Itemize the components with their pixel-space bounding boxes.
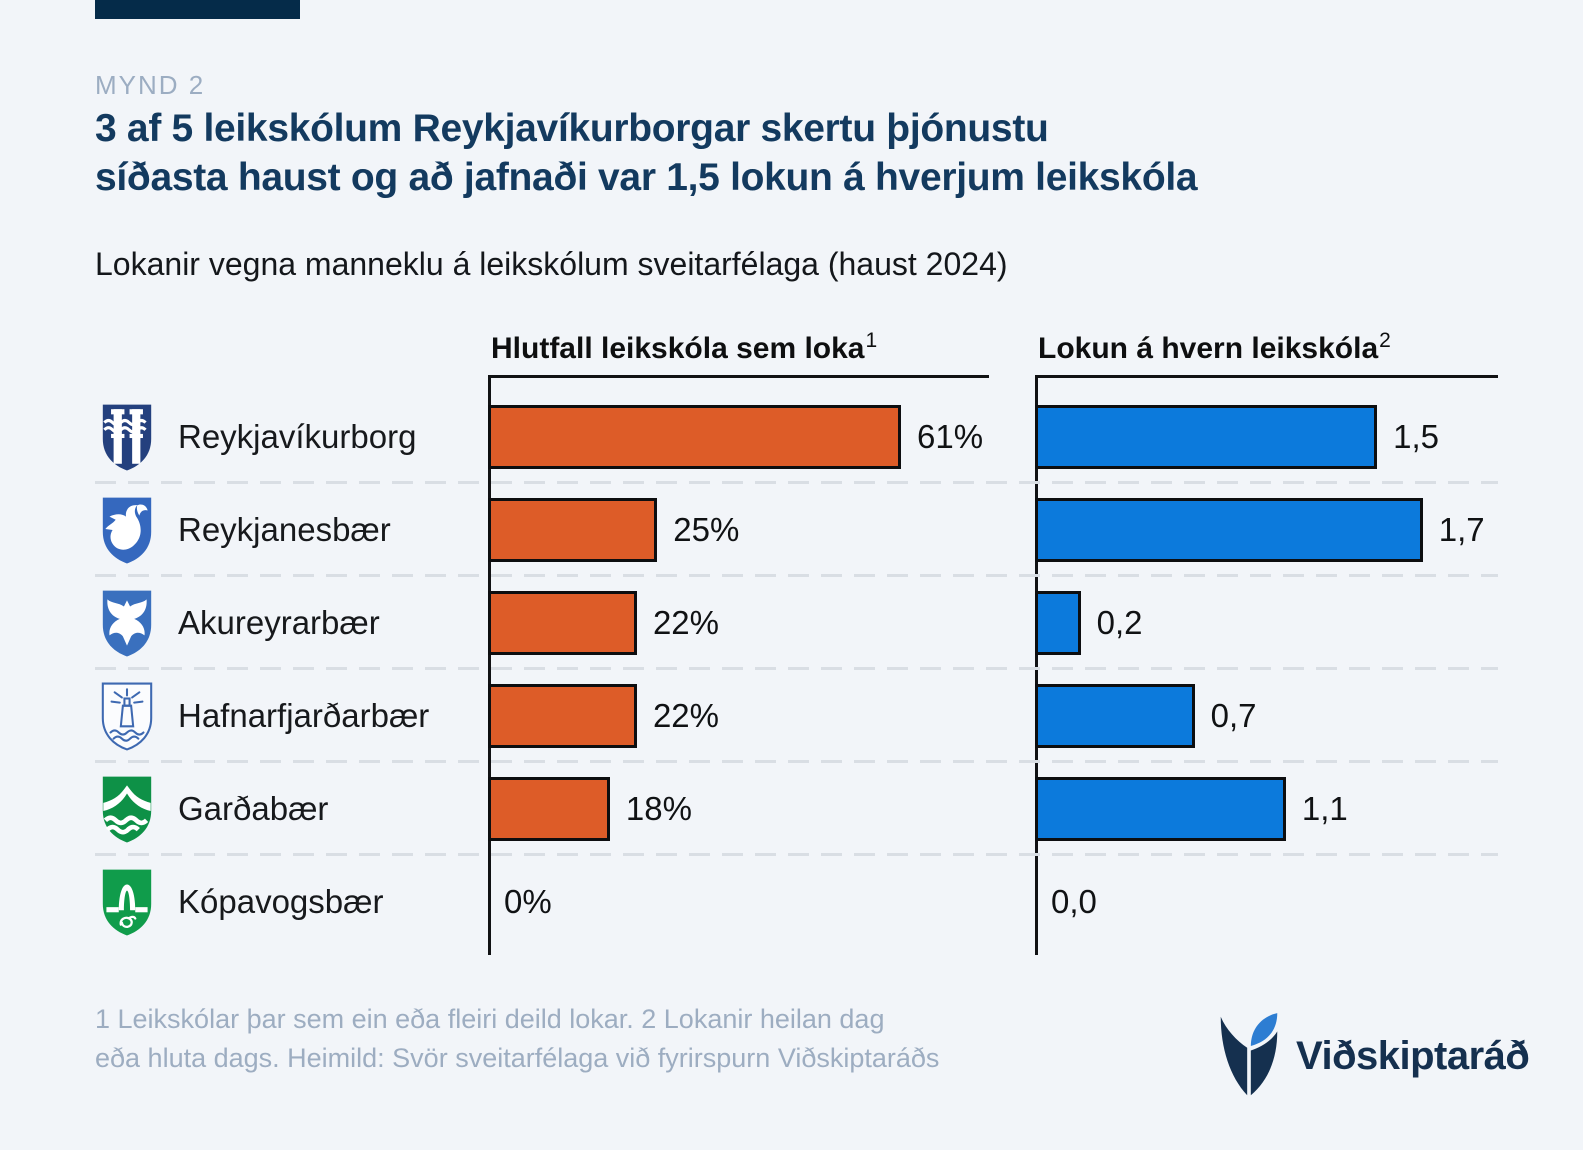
- title-line-2: síðasta haust og að jafnaði var 1,5 lokun á hverjum leikskóla: [95, 156, 1198, 199]
- bar-right: [1035, 684, 1195, 748]
- value-label-right: 1,1: [1301, 789, 1348, 827]
- bar-right: [1035, 591, 1081, 655]
- right-track: [1035, 390, 1498, 483]
- bar-left: [488, 684, 637, 748]
- column-header-left: [488, 329, 989, 378]
- chart-row: [95, 576, 1498, 669]
- category-cell: [95, 867, 488, 937]
- value-label-left: 61%: [916, 417, 984, 455]
- figure-kicker: MYND 2: [95, 70, 206, 100]
- bar-chart: [95, 328, 1500, 953]
- category-cell: [95, 402, 488, 472]
- left-track: [488, 576, 989, 669]
- column-header-left-label: Hlutfall leikskóla sem loka: [491, 332, 865, 365]
- vidskiptarad-logo-text: Viðskiptaráð: [1296, 1033, 1530, 1078]
- value-label-right: 0,0: [1051, 882, 1097, 920]
- column-headers: [95, 328, 1500, 378]
- category-cell: [95, 774, 488, 844]
- footnote: [95, 1000, 939, 1078]
- figure-title: [95, 104, 1197, 202]
- value-label-left: 25%: [673, 510, 740, 548]
- footnote-ref-1: 1: [865, 329, 878, 352]
- kopavogsbaer-coat-of-arms-icon: [100, 867, 154, 937]
- footnote-line-2: eða hluta dags. Heimild: Svör sveitarfélaga við fyrirspurn Viðskiptaráðs: [95, 1043, 940, 1073]
- column-header-spacer: [95, 328, 488, 378]
- value-label-left: 0%: [504, 882, 552, 920]
- bar-left: [488, 591, 637, 655]
- figure-subtitle: Lokanir vegna manneklu á leikskólum sveitarfélaga (haust 2024): [95, 246, 1008, 282]
- municipality-label: Akureyrarbær: [178, 603, 380, 641]
- right-track: [1035, 669, 1498, 762]
- bar-left: [488, 405, 901, 469]
- chart-row: [95, 762, 1498, 855]
- municipality-label: Reykjavíkurborg: [178, 417, 417, 455]
- chart-row: [95, 483, 1498, 576]
- chart-row: [95, 669, 1498, 762]
- bar-left: [488, 498, 657, 562]
- chart-row: [95, 390, 1498, 483]
- value-label-right: 0,2: [1096, 603, 1143, 641]
- left-track: [488, 855, 989, 948]
- right-track: [1035, 576, 1498, 669]
- reykjanesbaer-coat-of-arms-icon: [100, 495, 154, 565]
- footnote-line-1: 1 Leikskólar þar sem ein eða fleiri deild lokar. 2 Lokanir heilan dag: [95, 1004, 885, 1034]
- category-cell: [95, 495, 488, 565]
- right-track: [1035, 762, 1498, 855]
- municipality-label: Hafnarfjarðarbær: [178, 696, 430, 734]
- value-label-left: 22%: [652, 603, 719, 641]
- left-track: [488, 390, 989, 483]
- right-track: [1035, 855, 1498, 948]
- footnote-ref-2: 2: [1379, 329, 1391, 352]
- vidskiptarad-logo: [1218, 1010, 1529, 1102]
- column-header-right-label: Lokun á hvern leikskóla: [1038, 332, 1379, 365]
- brand-accent-bar: [95, 0, 300, 19]
- municipality-label: Garðabær: [178, 789, 329, 827]
- title-line-1: 3 af 5 leikskólum Reykjavíkurborgar skertu þjónustu: [95, 107, 1049, 150]
- bar-right: [1035, 498, 1423, 562]
- value-label-right: 1,7: [1438, 510, 1485, 548]
- reykjavikurborg-coat-of-arms-icon: [100, 402, 154, 472]
- akureyrarbaer-coat-of-arms-icon: [100, 588, 154, 658]
- value-label-right: 1,5: [1393, 417, 1439, 455]
- municipality-label: Kópavogsbær: [178, 882, 384, 920]
- bar-right: [1035, 777, 1286, 841]
- column-header-right: [1035, 329, 1498, 378]
- category-cell: [95, 588, 488, 658]
- hafnarfjardarbaer-coat-of-arms-icon: [100, 681, 154, 751]
- left-track: [488, 483, 989, 576]
- right-track: [1035, 483, 1498, 576]
- category-cell: [95, 681, 488, 751]
- value-label-left: 22%: [652, 696, 719, 734]
- bar-left: [488, 777, 610, 841]
- value-label-left: 18%: [625, 789, 692, 827]
- column-gap: [989, 328, 1035, 378]
- left-track: [488, 669, 989, 762]
- left-track: [488, 762, 989, 855]
- chart-rows: [95, 390, 1498, 948]
- vidskiptarad-logo-mark-icon: [1218, 1010, 1280, 1102]
- value-label-right: 0,7: [1210, 696, 1257, 734]
- municipality-label: Reykjanesbær: [178, 510, 391, 548]
- chart-row: [95, 855, 1498, 948]
- bar-right: [1035, 405, 1377, 469]
- gardabaer-coat-of-arms-icon: [100, 774, 154, 844]
